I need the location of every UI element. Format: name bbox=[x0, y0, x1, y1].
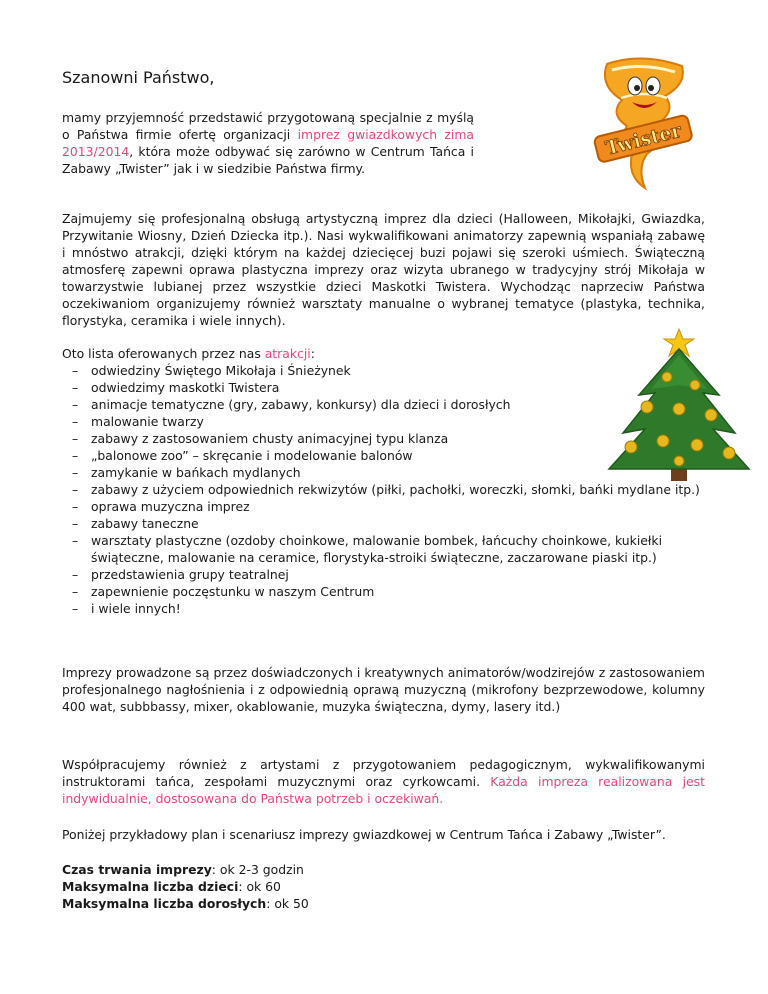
list-item: – zamykanie w bańkach mydlanych bbox=[62, 464, 705, 481]
attractions-intro-text: Oto lista oferowanych przez nas bbox=[62, 346, 265, 361]
bauble-icon bbox=[662, 372, 672, 382]
animators-paragraph: Imprezy prowadzone są przez doświadczonych i kreatywnych animatorów/wodzirejów z zastosowaniem profesjonalnego nagłośnienia i z odpowiednią oprawą muzyczną (mikrofony bezprzewodowe, kolumny 400 wat, subbbassy, mixer, okablowanie, muzyka świąteczna, dymy, lasery itd.) bbox=[62, 665, 705, 714]
list-item: – odwiedzimy maskotki Twistera bbox=[62, 379, 705, 396]
event-facts bbox=[62, 861, 309, 912]
fact-value: : ok 50 bbox=[266, 896, 309, 911]
bauble-icon bbox=[673, 403, 685, 415]
document-page bbox=[62, 0, 705, 994]
fact-row bbox=[62, 878, 309, 895]
list-item: – zabawy z użyciem odpowiednich rekwizytów (piłki, pachołki, woreczki, słomki, bańki mydlane itp.) bbox=[62, 481, 705, 498]
artists-paragraph bbox=[62, 756, 705, 807]
list-item: – animacje tematyczne (gry, zabawy, konkursy) dla dzieci i dorosłych bbox=[62, 396, 705, 413]
bauble-icon bbox=[690, 380, 700, 390]
logo-text: Twister bbox=[603, 119, 684, 160]
list-item: – „balonowe zoo” – skręcanie i modelowanie balonów bbox=[62, 447, 705, 464]
intro-highlight: imprez gwiazdkowych zima 2013/2014 bbox=[62, 127, 474, 159]
bauble-icon bbox=[674, 456, 684, 466]
list-item: – zapewnienie poczęstunku w naszym Centrum bbox=[62, 583, 705, 600]
bauble-icon bbox=[705, 409, 717, 421]
fact-label: Czas trwania imprezy bbox=[62, 862, 212, 877]
intro-text-end: , która może odbywać się zarówno w Centrum Tańca i Zabawy „Twister” jak i w siedzibie Państwa firmy. bbox=[62, 144, 474, 176]
list-item: – malowanie twarzy bbox=[62, 413, 705, 430]
twister-logo bbox=[587, 56, 697, 196]
pupil-icon bbox=[634, 85, 640, 91]
list-item: – oprawa muzyczna imprez bbox=[62, 498, 705, 515]
list-item: – zabawy z zastosowaniem chusty animacyjnej typu klanza bbox=[62, 430, 705, 447]
attractions-intro bbox=[62, 345, 315, 362]
greeting: Szanowni Państwo, bbox=[62, 68, 215, 87]
fact-value: : ok 2-3 godzin bbox=[211, 862, 304, 877]
bauble-icon bbox=[723, 447, 735, 459]
fact-label: Maksymalna liczba dzieci bbox=[62, 879, 239, 894]
list-item: – zabawy taneczne bbox=[62, 515, 705, 532]
intro-paragraph bbox=[62, 109, 474, 177]
attractions-intro-colon: : bbox=[310, 346, 315, 361]
attractions-intro-highlight: atrakcji bbox=[264, 346, 311, 361]
artists-text: Współpracujemy również z artystami z przygotowaniem pedagogicznym, wykwalifikowanymi instruktorami tańca, zespołami muzycznymi oraz cyrkowcami. bbox=[62, 757, 705, 789]
intro-text-start: mamy przyjemność przedstawić przygotowaną specjalnie z myślą o Państwa firmie ofertę organizacji bbox=[62, 110, 474, 142]
list-item: – przedstawienia grupy teatralnej bbox=[62, 566, 705, 583]
list-item: – odwiedziny Świętego Mikołaja i Śnieżynek bbox=[62, 362, 705, 379]
bauble-icon bbox=[625, 441, 637, 453]
list-item: – warsztaty plastyczne (ozdoby choinkowe, malowanie bombek, łańcuchy choinkowe, kukiełki świąteczne, malowanie na ceramice, florystyka-stroiki świąteczne, zaczarowane piaski itp.) bbox=[62, 532, 705, 566]
bauble-icon bbox=[641, 401, 653, 413]
artists-highlight: Każda impreza realizowana jest indywidualnie, dostosowana do Państwa potrzeb i oczekiwań. bbox=[62, 774, 705, 806]
fact-row bbox=[62, 895, 309, 912]
bauble-icon bbox=[657, 435, 669, 447]
fact-row bbox=[62, 861, 309, 878]
services-paragraph: Zajmujemy się profesjonalną obsługą artystyczną imprez dla dzieci (Halloween, Mikołajki, Gwiazdka, Przywitanie Wiosny, Dzień Dziecka itp.). Nasi wykwalifikowani animatorzy zapewnią wspaniałą zabawę i mnóstwo atrakcji, dzięki którym na każdej dziecięcej buzi pojawi się szeroki uśmiech. Świąteczną atmosferę zapewni oprawa plastyczna imprezy oraz wizyta ubranego w tradycyjny strój Mikołaja w towarzystwie lubianej przez wszystkie dzieci Maskotki Twistera. Wychodząc naprzeciw Państwa oczekiwaniom organizujemy również warsztaty manualne o wybranej tematyce (plastyka, technika, florystyka, ceramika i wiele innych). bbox=[62, 211, 705, 328]
christmas-tree-icon bbox=[607, 325, 752, 483]
fact-label: Maksymalna liczba dorosłych bbox=[62, 896, 267, 911]
fact-value: : ok 60 bbox=[238, 879, 281, 894]
bauble-icon bbox=[691, 439, 703, 451]
list-item: – i wiele innych! bbox=[62, 600, 705, 617]
pupil-icon bbox=[648, 85, 654, 91]
plan-paragraph: Poniżej przykładowy plan i scenariusz imprezy gwiazdkowej w Centrum Tańca i Zabawy „Twister”. bbox=[62, 827, 666, 842]
